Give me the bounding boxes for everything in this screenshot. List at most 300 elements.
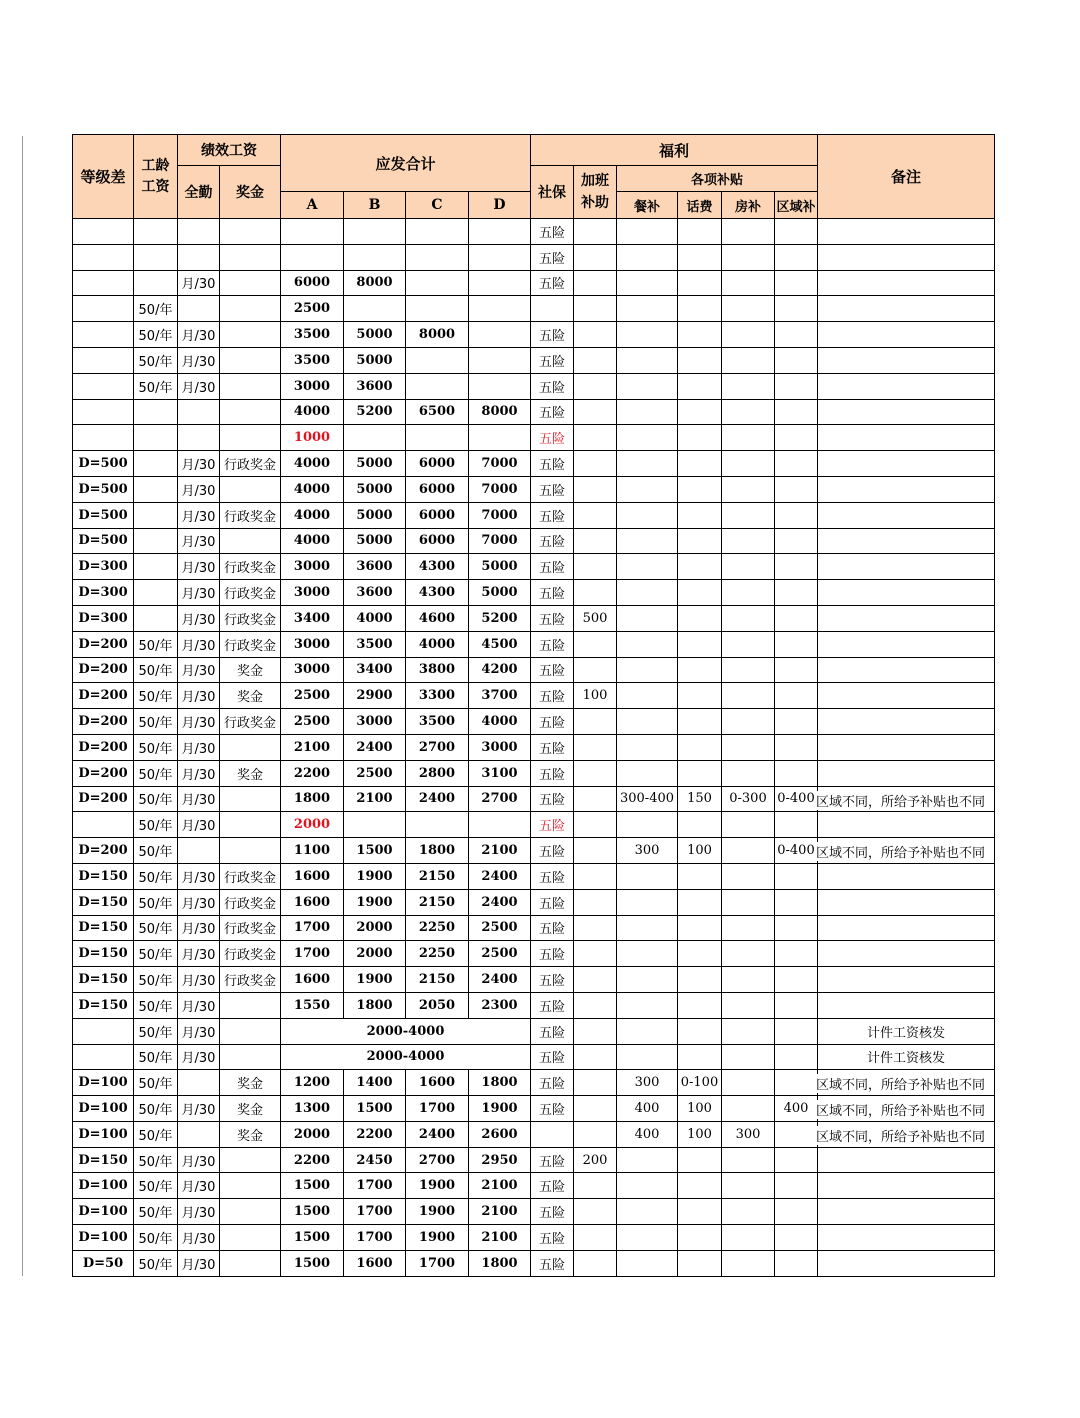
cell-regional — [775, 244, 818, 270]
cell-gross-range: 2000-4000 — [281, 1018, 531, 1044]
cell-regional — [775, 1250, 818, 1276]
cell-d — [469, 322, 531, 348]
cell-bonus — [220, 219, 281, 245]
header-overtime: 加班 补助 — [574, 166, 617, 219]
cell-d: 8000 — [469, 399, 531, 425]
cell-phone — [678, 889, 722, 915]
cell-social: 五险 — [531, 941, 574, 967]
cell-b: 3500 — [344, 631, 406, 657]
cell-c: 2150 — [406, 889, 469, 915]
cell-c — [406, 373, 469, 399]
cell-a: 3500 — [281, 347, 344, 373]
cell-regional — [775, 580, 818, 606]
cell-a: 2000 — [281, 812, 344, 838]
cell-social — [531, 296, 574, 322]
cell-seniority: 50/年 — [134, 889, 178, 915]
cell-social: 五险 — [531, 812, 574, 838]
cell-overtime — [574, 915, 617, 941]
cell-bonus: 奖金 — [220, 1096, 281, 1122]
remarks-text: 计件工资核发 — [866, 1051, 945, 1067]
cell-remarks — [818, 605, 995, 631]
cell-meal — [617, 1018, 678, 1044]
table-row — [73, 399, 995, 425]
cell-a: 1200 — [281, 1070, 344, 1096]
cell-phone — [678, 1250, 722, 1276]
cell-remarks — [818, 1121, 995, 1147]
cell-seniority: 50/年 — [134, 296, 178, 322]
cell-housing — [722, 863, 775, 889]
cell-meal — [617, 605, 678, 631]
cell-overtime — [574, 1225, 617, 1251]
cell-regional: 0-400 — [775, 838, 818, 864]
cell-grade: D=100 — [73, 1070, 134, 1096]
table-row — [73, 1250, 995, 1276]
cell-c: 2250 — [406, 915, 469, 941]
cell-b: 3000 — [344, 709, 406, 735]
cell-phone — [678, 296, 722, 322]
cell-b: 1900 — [344, 967, 406, 993]
cell-c: 3500 — [406, 709, 469, 735]
cell-a: 1550 — [281, 992, 344, 1018]
cell-overtime — [574, 992, 617, 1018]
cell-overtime — [574, 502, 617, 528]
cell-bonus: 行政奖金 — [220, 451, 281, 477]
cell-attendance: 月/30 — [178, 1225, 220, 1251]
cell-housing — [722, 941, 775, 967]
cell-social: 五险 — [531, 760, 574, 786]
cell-bonus — [220, 1225, 281, 1251]
cell-d: 1900 — [469, 1096, 531, 1122]
cell-bonus — [220, 1199, 281, 1225]
table-row — [73, 580, 995, 606]
cell-remarks — [818, 657, 995, 683]
cell-b: 5000 — [344, 451, 406, 477]
cell-d — [469, 296, 531, 322]
cell-d: 2100 — [469, 838, 531, 864]
cell-meal — [617, 683, 678, 709]
cell-c — [406, 347, 469, 373]
cell-social: 五险 — [531, 1199, 574, 1225]
table-row — [73, 812, 995, 838]
cell-social: 五险 — [531, 322, 574, 348]
cell-social: 五险 — [531, 1173, 574, 1199]
cell-meal — [617, 631, 678, 657]
salary-table — [72, 134, 995, 1277]
cell-a: 4000 — [281, 502, 344, 528]
cell-housing — [722, 1250, 775, 1276]
cell-social: 五险 — [531, 605, 574, 631]
cell-d — [469, 347, 531, 373]
cell-remarks — [818, 425, 995, 451]
cell-meal — [617, 889, 678, 915]
cell-bonus — [220, 1018, 281, 1044]
cell-c: 1900 — [406, 1225, 469, 1251]
cell-attendance: 月/30 — [178, 605, 220, 631]
cell-attendance: 月/30 — [178, 683, 220, 709]
cell-remarks — [818, 399, 995, 425]
cell-a: 1600 — [281, 889, 344, 915]
cell-overtime — [574, 1250, 617, 1276]
cell-seniority: 50/年 — [134, 631, 178, 657]
cell-gross-range: 2000-4000 — [281, 1044, 531, 1070]
table-row — [73, 1173, 995, 1199]
cell-regional — [775, 296, 818, 322]
cell-grade: D=200 — [73, 657, 134, 683]
header-social: 社保 — [531, 166, 574, 219]
cell-d: 2300 — [469, 992, 531, 1018]
page-margin-line — [22, 136, 23, 1276]
cell-remarks — [818, 347, 995, 373]
header-attendance: 全勤 — [178, 166, 220, 219]
cell-phone — [678, 270, 722, 296]
cell-a: 1500 — [281, 1250, 344, 1276]
table-row — [73, 1199, 995, 1225]
cell-seniority — [134, 528, 178, 554]
header-col-b: B — [344, 192, 406, 219]
cell-regional — [775, 1044, 818, 1070]
cell-bonus — [220, 528, 281, 554]
cell-overtime — [574, 528, 617, 554]
table-row — [73, 657, 995, 683]
cell-regional — [775, 760, 818, 786]
cell-housing — [722, 992, 775, 1018]
cell-grade: D=200 — [73, 760, 134, 786]
cell-social: 五险 — [531, 528, 574, 554]
cell-b: 1600 — [344, 1250, 406, 1276]
table-row — [73, 1070, 995, 1096]
table-row — [73, 683, 995, 709]
cell-b: 5000 — [344, 476, 406, 502]
cell-phone — [678, 863, 722, 889]
cell-seniority: 50/年 — [134, 786, 178, 812]
cell-social: 五险 — [531, 631, 574, 657]
cell-attendance: 月/30 — [178, 554, 220, 580]
cell-d: 4200 — [469, 657, 531, 683]
cell-overtime: 500 — [574, 605, 617, 631]
cell-regional — [775, 554, 818, 580]
cell-seniority: 50/年 — [134, 322, 178, 348]
cell-c: 2400 — [406, 786, 469, 812]
cell-phone — [678, 1018, 722, 1044]
cell-remarks — [818, 992, 995, 1018]
cell-seniority: 50/年 — [134, 683, 178, 709]
cell-attendance: 月/30 — [178, 786, 220, 812]
cell-meal — [617, 992, 678, 1018]
cell-d: 2100 — [469, 1173, 531, 1199]
remarks-text: 区域不同，所给予补贴也不同 — [816, 1126, 985, 1145]
cell-b: 4000 — [344, 605, 406, 631]
table-body — [73, 219, 995, 1277]
cell-remarks — [818, 683, 995, 709]
cell-grade: D=300 — [73, 554, 134, 580]
cell-remarks — [818, 812, 995, 838]
cell-overtime — [574, 580, 617, 606]
cell-phone — [678, 528, 722, 554]
cell-seniority — [134, 425, 178, 451]
cell-meal — [617, 528, 678, 554]
cell-d: 4500 — [469, 631, 531, 657]
cell-regional — [775, 967, 818, 993]
header-seniority: 工龄 工资 — [134, 135, 178, 219]
cell-d: 7000 — [469, 476, 531, 502]
cell-phone — [678, 992, 722, 1018]
cell-seniority: 50/年 — [134, 967, 178, 993]
cell-c — [406, 270, 469, 296]
cell-a — [281, 244, 344, 270]
cell-grade: D=150 — [73, 1147, 134, 1173]
cell-housing — [722, 812, 775, 838]
cell-d — [469, 812, 531, 838]
cell-attendance — [178, 425, 220, 451]
cell-regional — [775, 863, 818, 889]
cell-housing — [722, 399, 775, 425]
cell-attendance — [178, 1070, 220, 1096]
cell-d: 2100 — [469, 1199, 531, 1225]
cell-social: 五险 — [531, 580, 574, 606]
cell-b: 1900 — [344, 863, 406, 889]
cell-attendance: 月/30 — [178, 1199, 220, 1225]
cell-b — [344, 425, 406, 451]
table-row — [73, 1225, 995, 1251]
cell-a: 4000 — [281, 451, 344, 477]
cell-overtime — [574, 296, 617, 322]
cell-a: 2500 — [281, 683, 344, 709]
cell-overtime — [574, 863, 617, 889]
cell-c: 1900 — [406, 1173, 469, 1199]
table-row — [73, 631, 995, 657]
cell-d: 2400 — [469, 863, 531, 889]
cell-grade — [73, 1018, 134, 1044]
cell-bonus: 行政奖金 — [220, 709, 281, 735]
cell-phone — [678, 322, 722, 348]
cell-a: 3500 — [281, 322, 344, 348]
header-col-c: C — [406, 192, 469, 219]
cell-bonus — [220, 1147, 281, 1173]
cell-bonus — [220, 1044, 281, 1070]
cell-regional — [775, 451, 818, 477]
remarks-text: 区域不同，所给予补贴也不同 — [816, 1074, 985, 1093]
cell-attendance: 月/30 — [178, 580, 220, 606]
cell-social: 五险 — [531, 373, 574, 399]
cell-a: 1100 — [281, 838, 344, 864]
table-row — [73, 476, 995, 502]
cell-seniority: 50/年 — [134, 1018, 178, 1044]
cell-housing — [722, 528, 775, 554]
cell-seniority: 50/年 — [134, 373, 178, 399]
cell-meal — [617, 657, 678, 683]
table-row — [73, 373, 995, 399]
table-row — [73, 347, 995, 373]
cell-remarks — [818, 373, 995, 399]
cell-social: 五险 — [531, 915, 574, 941]
cell-regional — [775, 812, 818, 838]
cell-remarks — [818, 786, 995, 812]
cell-housing — [722, 451, 775, 477]
table-row — [73, 219, 995, 245]
cell-regional — [775, 270, 818, 296]
cell-b: 5000 — [344, 322, 406, 348]
cell-housing — [722, 219, 775, 245]
cell-seniority: 50/年 — [134, 1173, 178, 1199]
cell-meal: 300 — [617, 838, 678, 864]
cell-bonus: 行政奖金 — [220, 580, 281, 606]
cell-c: 4300 — [406, 580, 469, 606]
cell-bonus — [220, 347, 281, 373]
cell-meal — [617, 451, 678, 477]
cell-grade: D=150 — [73, 889, 134, 915]
cell-grade — [73, 812, 134, 838]
cell-d — [469, 270, 531, 296]
cell-bonus — [220, 476, 281, 502]
cell-bonus: 行政奖金 — [220, 889, 281, 915]
table-row — [73, 322, 995, 348]
cell-remarks — [818, 296, 995, 322]
cell-bonus — [220, 399, 281, 425]
cell-housing — [722, 1070, 775, 1096]
cell-bonus — [220, 838, 281, 864]
cell-a: 1700 — [281, 915, 344, 941]
cell-d — [469, 373, 531, 399]
cell-b: 1500 — [344, 1096, 406, 1122]
cell-housing: 0-300 — [722, 786, 775, 812]
cell-remarks — [818, 554, 995, 580]
cell-housing — [722, 1147, 775, 1173]
cell-b: 5000 — [344, 502, 406, 528]
cell-social: 五险 — [531, 863, 574, 889]
cell-c — [406, 425, 469, 451]
cell-c: 3800 — [406, 657, 469, 683]
cell-attendance: 月/30 — [178, 889, 220, 915]
cell-housing — [722, 1225, 775, 1251]
header-remarks: 备注 — [818, 135, 995, 219]
table-row — [73, 734, 995, 760]
cell-attendance: 月/30 — [178, 709, 220, 735]
cell-grade — [73, 219, 134, 245]
cell-overtime — [574, 1096, 617, 1122]
cell-remarks — [818, 1225, 995, 1251]
cell-grade: D=150 — [73, 915, 134, 941]
table-row — [73, 838, 995, 864]
cell-c — [406, 244, 469, 270]
cell-social: 五险 — [531, 992, 574, 1018]
cell-bonus: 奖金 — [220, 683, 281, 709]
cell-d: 3100 — [469, 760, 531, 786]
cell-housing — [722, 631, 775, 657]
table-row — [73, 296, 995, 322]
cell-meal: 300 — [617, 1070, 678, 1096]
cell-b: 1700 — [344, 1199, 406, 1225]
cell-seniority: 50/年 — [134, 812, 178, 838]
cell-remarks — [818, 915, 995, 941]
cell-d: 4000 — [469, 709, 531, 735]
cell-remarks — [818, 322, 995, 348]
cell-a: 2000 — [281, 1121, 344, 1147]
cell-regional — [775, 992, 818, 1018]
cell-social: 五险 — [531, 1070, 574, 1096]
cell-regional — [775, 941, 818, 967]
cell-bonus — [220, 1173, 281, 1199]
header-meal: 餐补 — [617, 192, 678, 219]
cell-attendance: 月/30 — [178, 992, 220, 1018]
cell-remarks — [818, 1199, 995, 1225]
cell-c: 2800 — [406, 760, 469, 786]
cell-housing — [722, 1173, 775, 1199]
table-row — [73, 451, 995, 477]
cell-regional — [775, 915, 818, 941]
cell-remarks — [818, 451, 995, 477]
cell-housing — [722, 1096, 775, 1122]
cell-housing — [722, 1199, 775, 1225]
cell-social: 五险 — [531, 451, 574, 477]
cell-attendance: 月/30 — [178, 915, 220, 941]
cell-phone — [678, 1225, 722, 1251]
cell-c: 1900 — [406, 1199, 469, 1225]
cell-overtime — [574, 399, 617, 425]
cell-grade: D=300 — [73, 580, 134, 606]
cell-b: 8000 — [344, 270, 406, 296]
header-regional: 区域补 — [775, 192, 818, 219]
cell-bonus — [220, 373, 281, 399]
cell-d: 7000 — [469, 451, 531, 477]
cell-overtime — [574, 734, 617, 760]
cell-d: 3700 — [469, 683, 531, 709]
cell-attendance: 月/30 — [178, 322, 220, 348]
cell-bonus: 奖金 — [220, 1121, 281, 1147]
cell-regional — [775, 734, 818, 760]
cell-regional — [775, 528, 818, 554]
cell-remarks — [818, 1044, 995, 1070]
cell-meal — [617, 476, 678, 502]
cell-a: 3000 — [281, 631, 344, 657]
cell-remarks — [818, 941, 995, 967]
cell-bonus: 行政奖金 — [220, 863, 281, 889]
cell-seniority: 50/年 — [134, 1070, 178, 1096]
cell-bonus: 行政奖金 — [220, 915, 281, 941]
table-row — [73, 760, 995, 786]
cell-grade: D=500 — [73, 476, 134, 502]
cell-social: 五险 — [531, 219, 574, 245]
cell-attendance: 月/30 — [178, 373, 220, 399]
cell-overtime — [574, 219, 617, 245]
cell-remarks — [818, 502, 995, 528]
cell-meal — [617, 967, 678, 993]
cell-seniority — [134, 605, 178, 631]
cell-social: 五险 — [531, 244, 574, 270]
cell-d: 7000 — [469, 502, 531, 528]
cell-grade: D=200 — [73, 786, 134, 812]
cell-attendance: 月/30 — [178, 812, 220, 838]
table-row — [73, 889, 995, 915]
cell-overtime — [574, 812, 617, 838]
cell-c: 6000 — [406, 451, 469, 477]
cell-grade — [73, 347, 134, 373]
cell-grade: D=200 — [73, 838, 134, 864]
cell-seniority: 50/年 — [134, 709, 178, 735]
cell-seniority: 50/年 — [134, 1199, 178, 1225]
cell-social — [531, 1121, 574, 1147]
cell-c: 2700 — [406, 1147, 469, 1173]
cell-social: 五险 — [531, 967, 574, 993]
cell-remarks — [818, 270, 995, 296]
cell-d: 7000 — [469, 528, 531, 554]
table-row — [73, 863, 995, 889]
table-row — [73, 967, 995, 993]
cell-seniority: 50/年 — [134, 1121, 178, 1147]
cell-phone — [678, 425, 722, 451]
cell-a: 3000 — [281, 580, 344, 606]
cell-regional — [775, 476, 818, 502]
cell-social: 五险 — [531, 347, 574, 373]
